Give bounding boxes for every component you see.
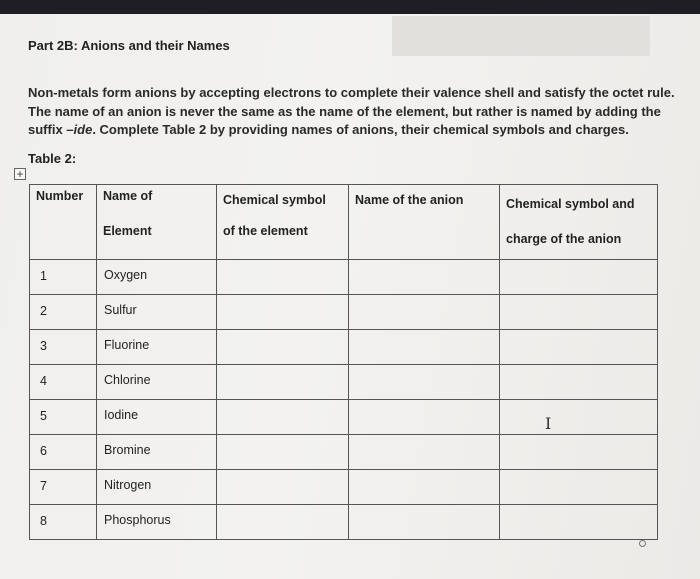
text-cursor-icon: I	[545, 414, 552, 433]
cell-number-text: 4	[40, 374, 47, 388]
cell-element	[97, 365, 217, 400]
cell-number	[30, 330, 97, 365]
cell-anion-symbol-charge[interactable]	[500, 470, 658, 505]
cell-element	[97, 260, 217, 295]
cell-number-text: 1	[40, 269, 47, 283]
cell-chemical-symbol[interactable]	[217, 365, 349, 400]
cell-number	[30, 295, 97, 330]
cell-anion-symbol-charge[interactable]	[500, 505, 658, 540]
cell-chemical-symbol[interactable]	[217, 295, 349, 330]
cell-anion-name[interactable]	[349, 505, 500, 540]
table-row	[30, 365, 658, 400]
cell-number-text: 8	[40, 514, 47, 528]
cell-element	[97, 505, 217, 540]
cell-anion-symbol-charge[interactable]	[500, 260, 658, 295]
table-row	[30, 400, 658, 435]
header-number: Number	[30, 185, 97, 260]
cell-element	[97, 400, 217, 435]
table-row	[30, 470, 658, 505]
cell-chemical-symbol[interactable]	[217, 330, 349, 365]
cell-number	[30, 400, 97, 435]
cell-number	[30, 365, 97, 400]
section-heading: Part 2B: Anions and their Names	[28, 38, 230, 53]
cell-number-text: 7	[40, 479, 47, 493]
cell-number	[30, 470, 97, 505]
intro-suffix-italic: ide	[73, 122, 93, 137]
cell-anion-symbol-charge[interactable]	[500, 295, 658, 330]
cell-anion-name[interactable]	[349, 400, 500, 435]
table-body	[30, 260, 658, 540]
table-row	[30, 435, 658, 470]
cell-element	[97, 470, 217, 505]
cell-number	[30, 435, 97, 470]
top-dark-edge	[0, 0, 700, 14]
cell-element-text: Phosphorus	[104, 513, 171, 527]
cell-anion-name[interactable]	[349, 365, 500, 400]
header-anion-name: Name of the anion	[349, 185, 500, 260]
cell-anion-name[interactable]	[349, 435, 500, 470]
anion-table	[29, 184, 658, 540]
header-element-name: Name of Element	[97, 185, 217, 260]
cell-anion-name[interactable]	[349, 330, 500, 365]
cell-element	[97, 330, 217, 365]
cell-number-text: 6	[40, 444, 47, 458]
cell-anion-symbol-charge[interactable]	[500, 365, 658, 400]
cell-element	[97, 295, 217, 330]
cell-number	[30, 505, 97, 540]
table-row	[30, 295, 658, 330]
cell-anion-symbol-charge[interactable]	[500, 435, 658, 470]
cell-chemical-symbol[interactable]	[217, 260, 349, 295]
cell-element-text: Nitrogen	[104, 478, 152, 492]
cell-chemical-symbol[interactable]	[217, 470, 349, 505]
table-header-row	[30, 185, 658, 260]
cell-anion-symbol-charge[interactable]	[500, 330, 658, 365]
table-resize-handle[interactable]	[639, 540, 646, 547]
cell-element-text: Sulfur	[104, 303, 137, 317]
cell-chemical-symbol[interactable]	[217, 400, 349, 435]
obscured-area	[392, 16, 650, 56]
cell-element-text: Fluorine	[104, 338, 150, 352]
intro-text-part1: Non-metals form anions by accepting electrons to complete their valence shell and satisfy the octet rule. The name of an anion is never the same as the name of the element, but rather is named by adding the suffix –	[28, 85, 675, 137]
table-caption: Table 2:	[28, 151, 77, 166]
move-handle-icon[interactable]: +	[14, 168, 26, 180]
intro-text-part2: . Complete Table 2 by providing names of anions, their chemical symbols and charges.	[92, 122, 629, 137]
intro-paragraph	[28, 84, 678, 140]
cell-number-text: 5	[40, 409, 47, 423]
cell-chemical-symbol[interactable]	[217, 435, 349, 470]
cell-element-text: Oxygen	[104, 268, 148, 282]
cell-anion-name[interactable]	[349, 470, 500, 505]
cell-anion-name[interactable]	[349, 260, 500, 295]
table-row	[30, 330, 658, 365]
cell-anion-name[interactable]	[349, 295, 500, 330]
table-row	[30, 260, 658, 295]
cell-element-text: Bromine	[104, 443, 151, 457]
cell-element-text: Chlorine	[104, 373, 151, 387]
cell-element-text: Iodine	[104, 408, 139, 422]
table-row	[30, 505, 658, 540]
cell-chemical-symbol[interactable]	[217, 505, 349, 540]
cell-element	[97, 435, 217, 470]
cell-number	[30, 260, 97, 295]
cell-number-text: 3	[40, 339, 47, 353]
header-chemical-symbol: Chemical symbol of the element	[217, 185, 349, 260]
header-anion-symbol-charge: Chemical symbol and charge of the anion	[500, 185, 658, 260]
cell-number-text: 2	[40, 304, 47, 318]
cell-anion-symbol-charge[interactable]	[500, 400, 658, 435]
